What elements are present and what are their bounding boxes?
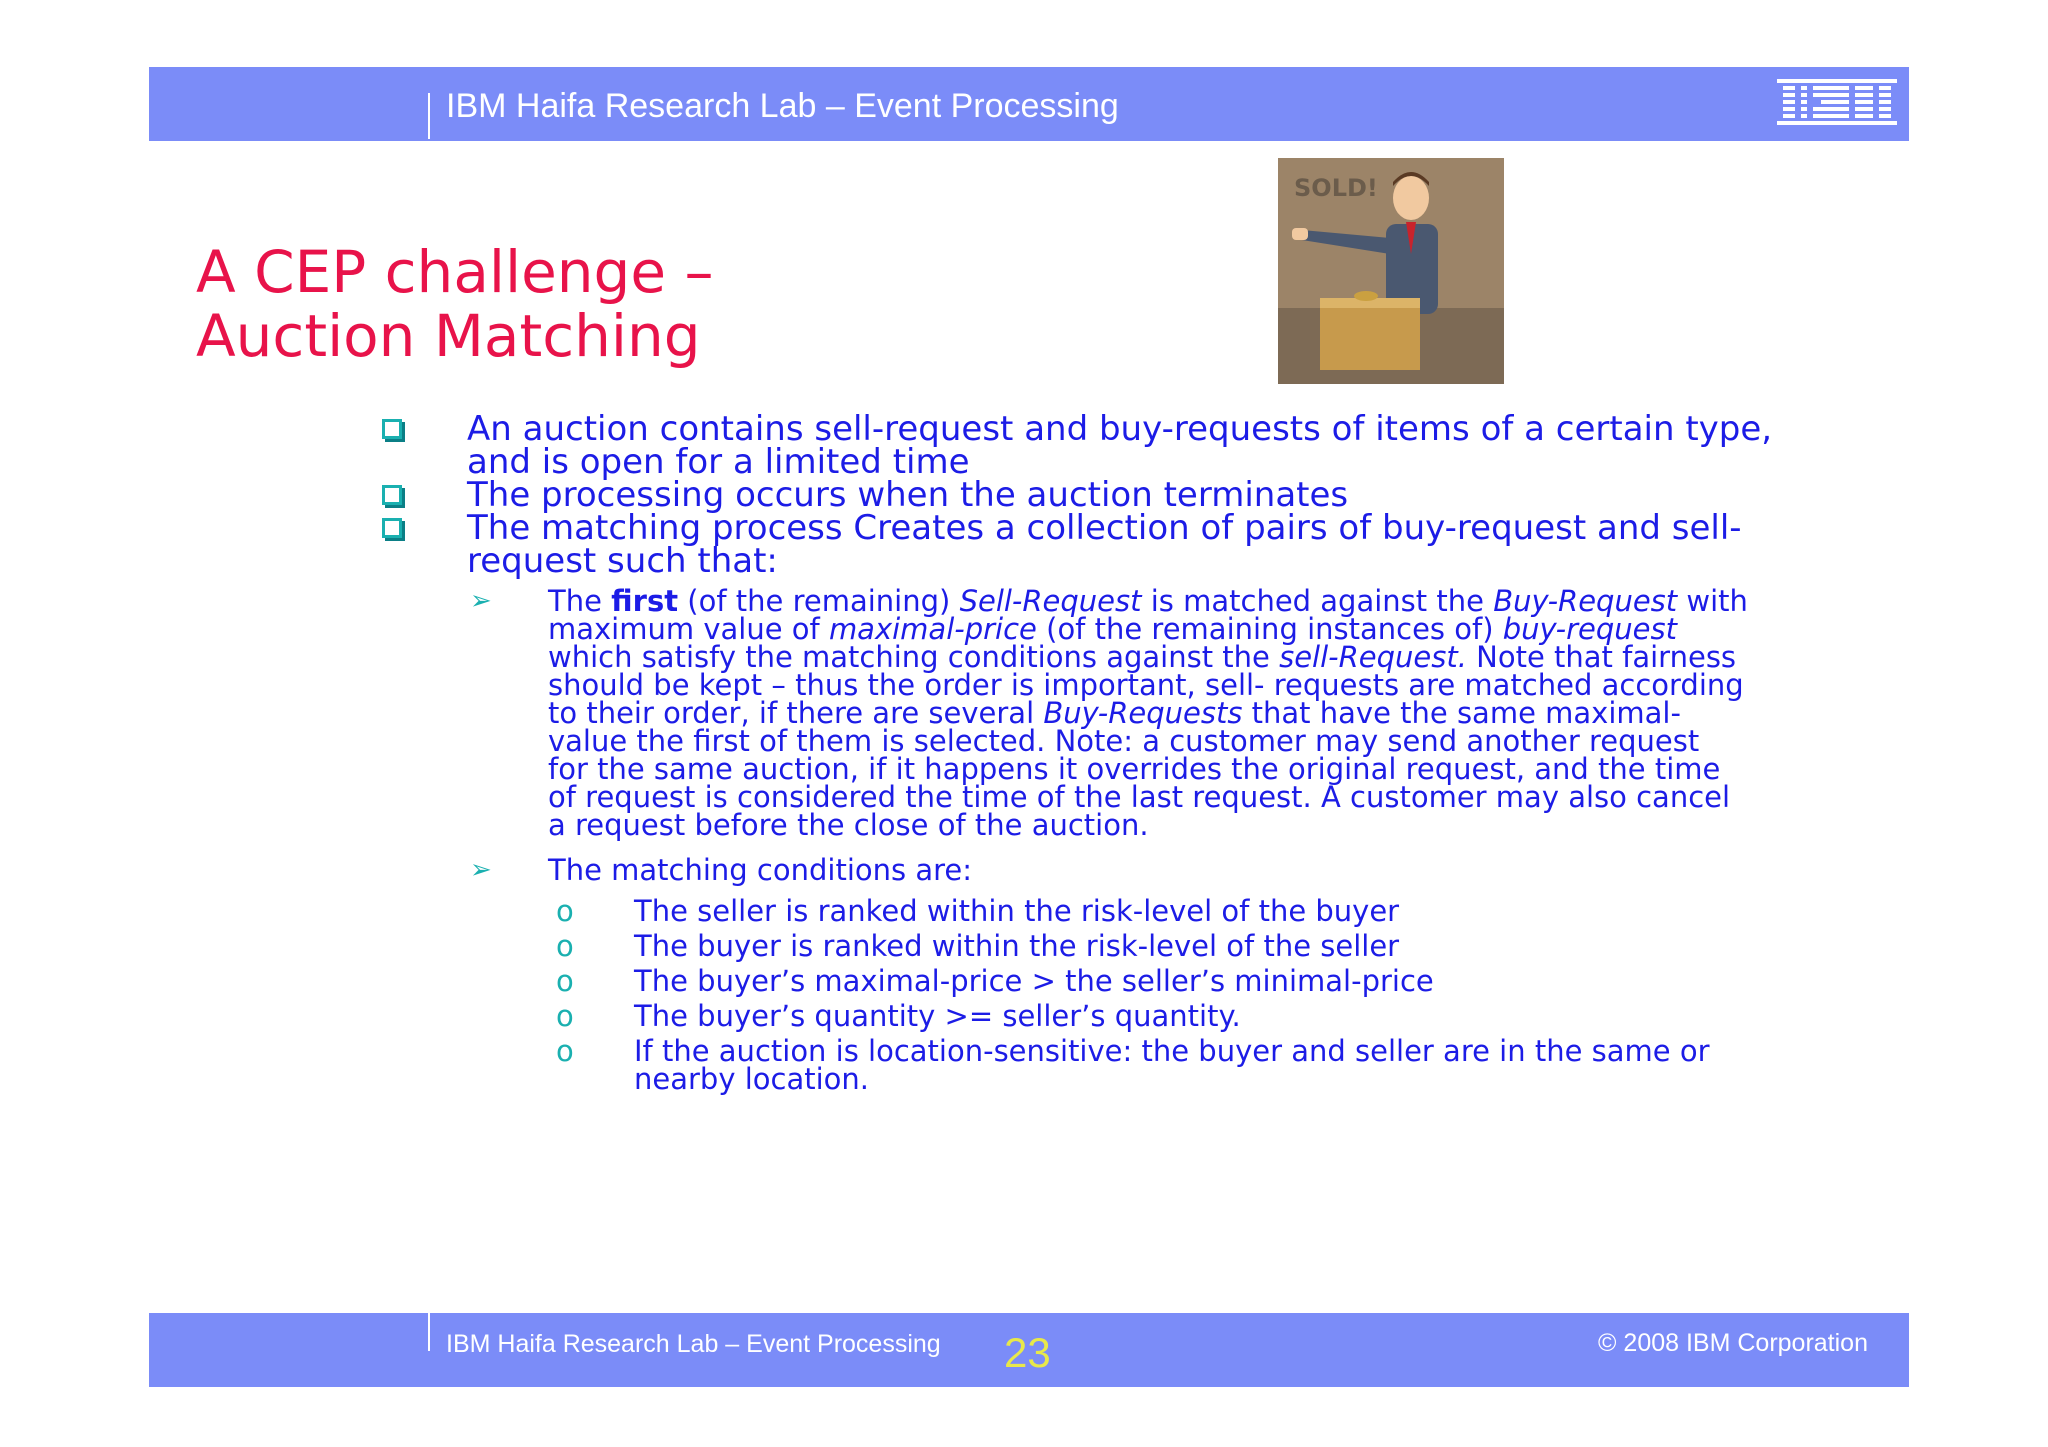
bullet-item: The processing occurs when the auction terminates: [467, 479, 1787, 512]
header-bar: [149, 67, 1909, 141]
page-number: 23: [1004, 1329, 1051, 1376]
arrow-bullet-icon: ➢: [470, 586, 492, 616]
header-separator: [428, 93, 430, 139]
footer-bar: [149, 1313, 1909, 1387]
checkbox-bullet-icon: [382, 485, 402, 505]
checkbox-bullet-icon: [382, 518, 402, 538]
bullet-item: The matching process Creates a collection of pairs of buy-request and sell-request such that:: [467, 512, 1787, 578]
bullet-item: An auction contains sell-request and buy-requests of items of a certain type, and is open for a limited time: [467, 413, 1787, 479]
slide-title: A CEP challenge – Auction Matching: [196, 238, 714, 370]
circle-bullet-icon: o: [556, 894, 574, 928]
footer-title: IBM Haifa Research Lab – Event Processing: [446, 1330, 941, 1358]
condition-item: o The buyer is ranked within the risk-level of the seller: [556, 929, 1400, 963]
condition-item: o If the auction is location-sensitive: the buyer and seller are in the same or nearby location.: [556, 1034, 1710, 1096]
checkbox-bullet-icon: [382, 419, 402, 439]
circle-bullet-icon: o: [556, 929, 574, 963]
auctioneer-sold-illustration: [1278, 158, 1504, 384]
svg-text:SOLD!: SOLD!: [1294, 174, 1378, 202]
sub-bullet-item: ➢ The matching conditions are:: [470, 853, 973, 887]
condition-item: o The seller is ranked within the risk-level of the buyer: [556, 894, 1400, 928]
condition-item: o The buyer’s quantity >= seller’s quantity.: [556, 999, 1241, 1033]
condition-item: o The buyer’s maximal-price > the seller’s minimal-price: [556, 964, 1434, 998]
copyright: © 2008 IBM Corporation: [1598, 1329, 1868, 1357]
circle-bullet-icon: o: [556, 999, 574, 1033]
ibm-logo-icon: [1777, 79, 1897, 127]
sub-bullet-item: ➢ The first (of the remaining) Sell-Request is matched against the Buy-Request with maximum value of maximal-price (of the remaining instances of) buy-request which satisfy the matching conditions against the sell-Request. Note that fairness should be kept – thus the order is important, sell- requests are matched according to their order, if there are several Buy-Requests that have the same maximal-value the first of them is selected. Note: a customer may send another request for the same auction, if it happens it overrides the original request, and the time of request is considered the time of the last request. A customer may also cancel a request before the close of the auction.: [470, 584, 1748, 842]
circle-bullet-icon: o: [556, 964, 574, 998]
header-title: IBM Haifa Research Lab – Event Processing: [446, 87, 1119, 125]
circle-bullet-icon: o: [556, 1034, 574, 1068]
arrow-bullet-icon: ➢: [470, 855, 492, 885]
footer-separator: [428, 1313, 430, 1351]
